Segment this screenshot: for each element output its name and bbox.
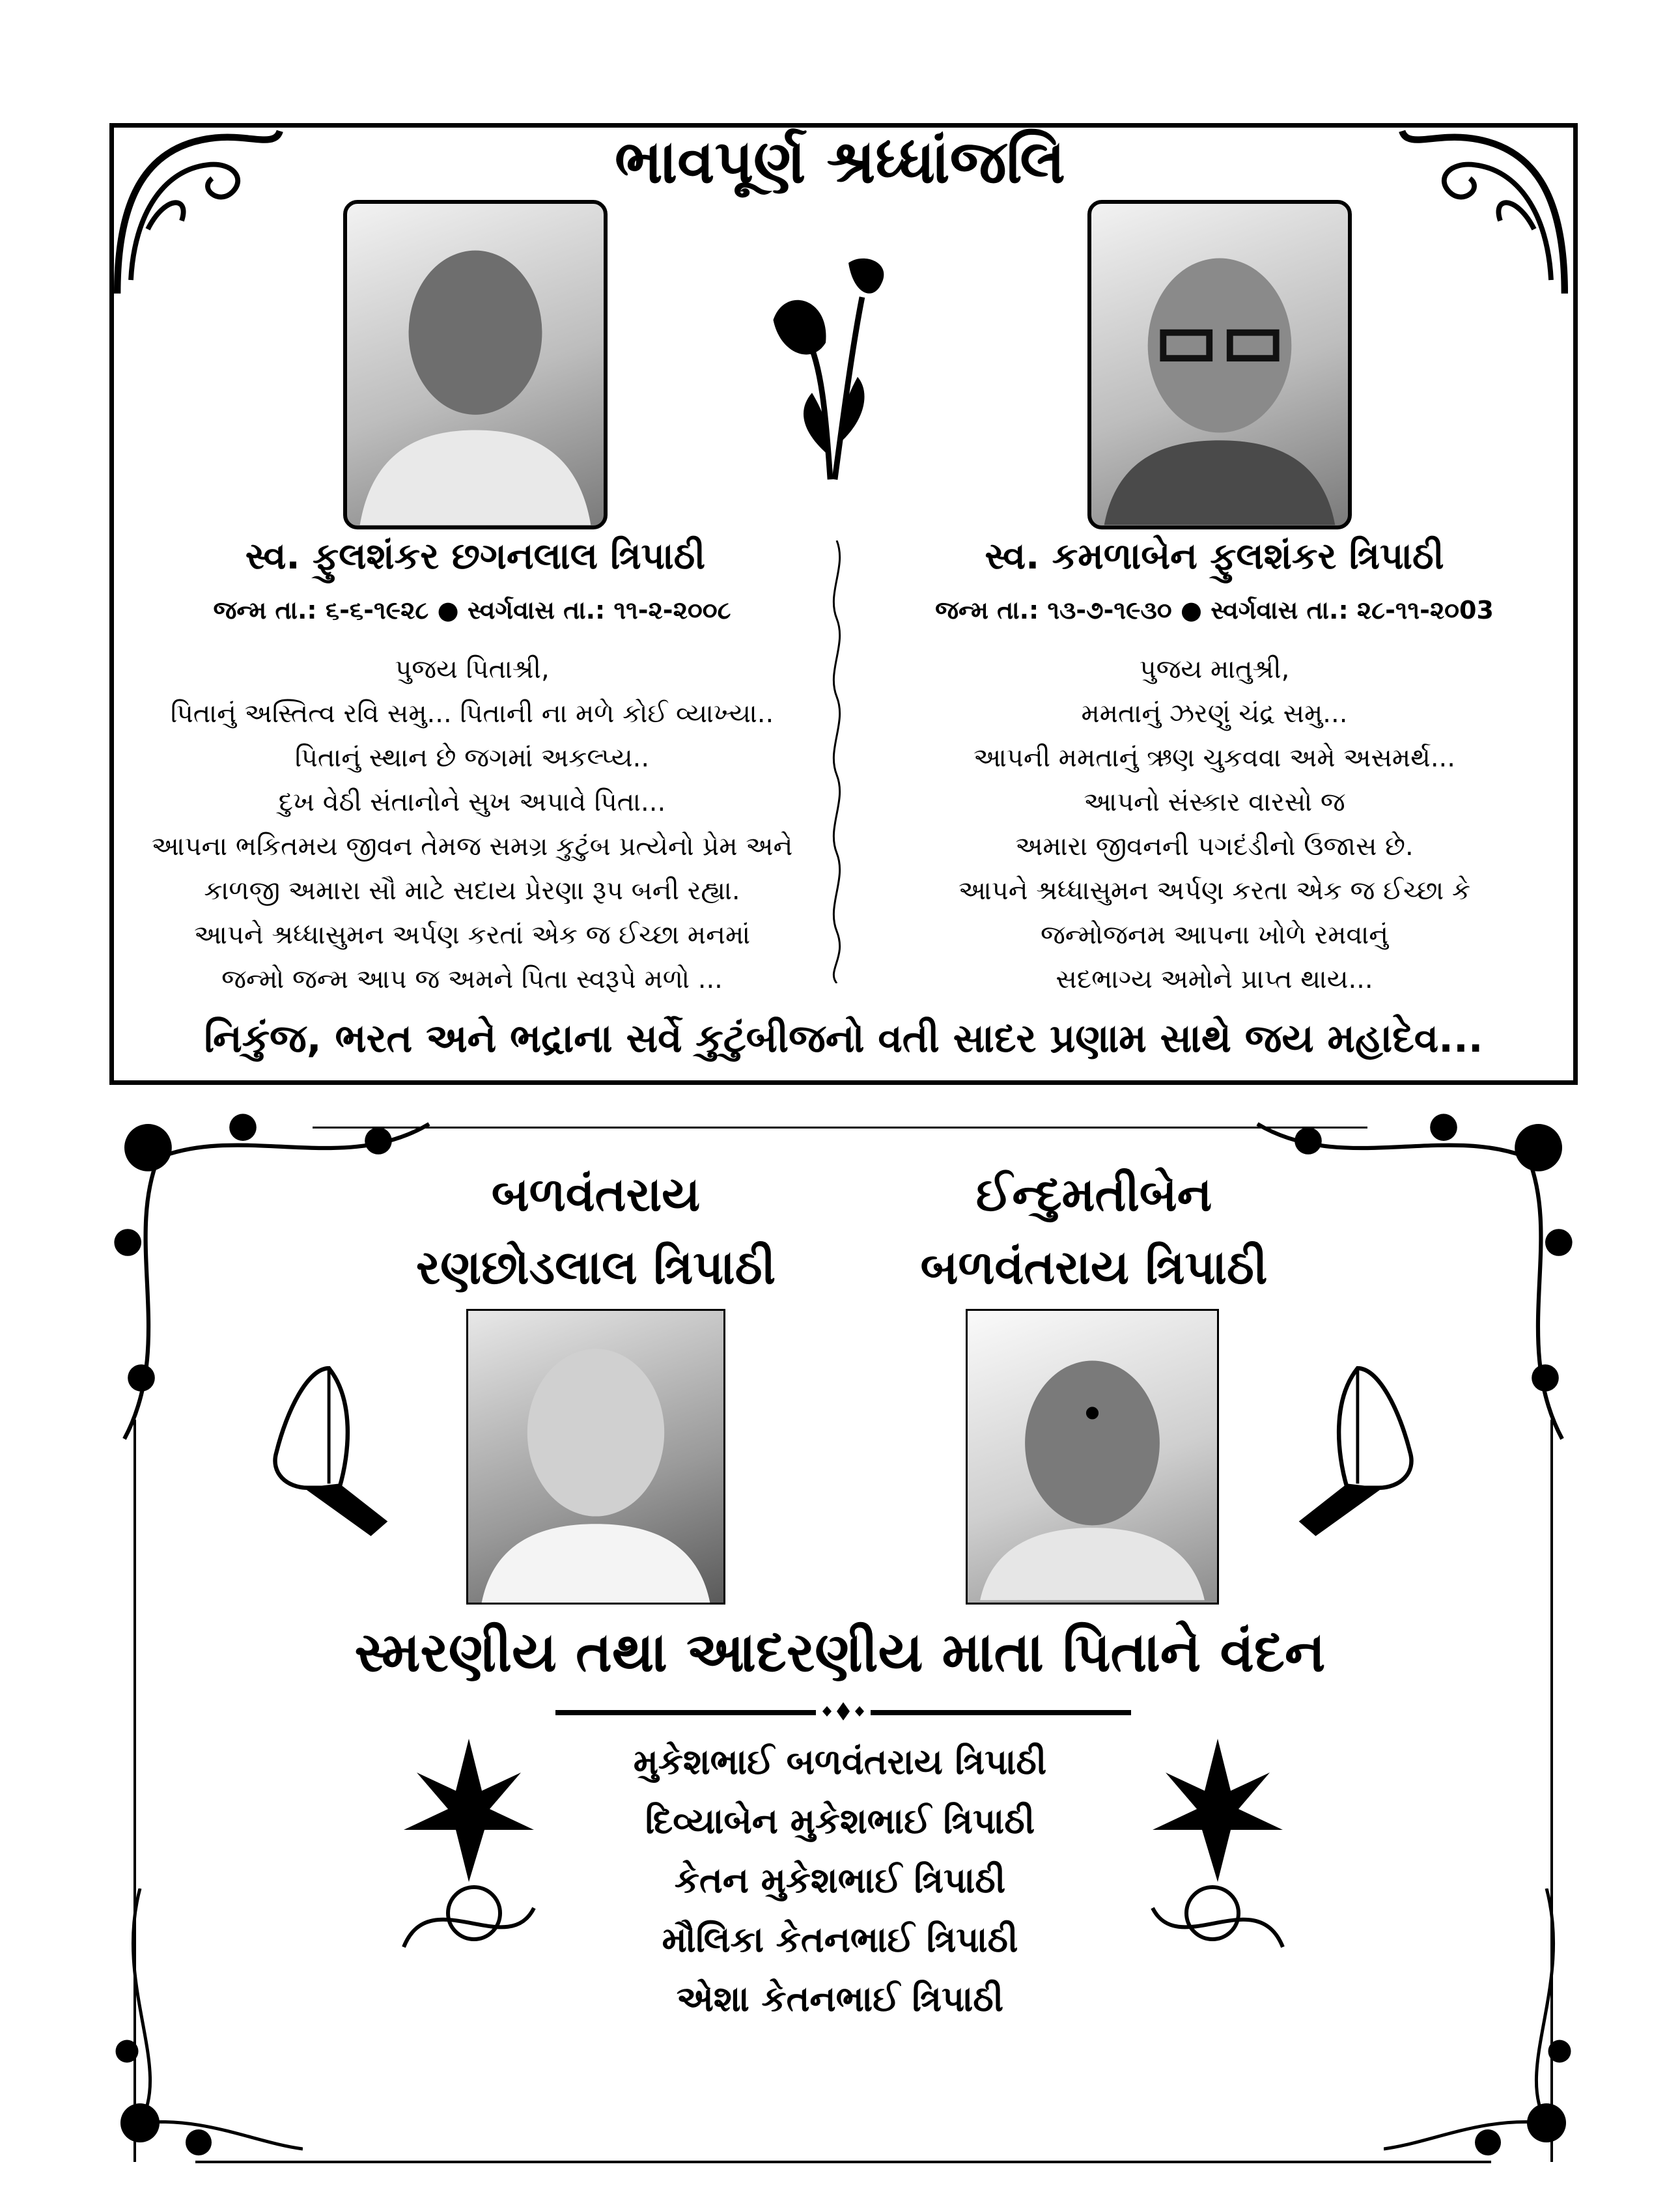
poem-line: સદભાગ્ય અમોને પ્રાપ્ત થાય... <box>1056 964 1373 994</box>
poem-line: કાળજી અમારા સૌ માટે સદાય પ્રેરણા રૂપ બની રહ્યા. <box>204 876 740 906</box>
poem-line: આપની મમતાનું ઋણ ચુકવવા અમે અસમર્થ... <box>973 743 1455 773</box>
mother-dates: જન્મ તા.: ૧૩-૭-૧૯૩૦ ● સ્વર્ગવાસ તા.: ૨૮-૧૧-૨૦03 <box>935 596 1494 624</box>
family-member: કેતન મુકેશભાઈ ત્રિપાઠી <box>674 1860 1006 1901</box>
poem-line: પુજય માતુશ્રી, <box>1139 654 1290 684</box>
poem-line: આપને શ્રધ્ધાસુમન અર્પણ કરતા એક જ ઈચ્છા કે <box>958 876 1471 906</box>
mother-poem <box>860 647 1569 1002</box>
frame-top-line <box>313 1127 1367 1129</box>
flower-icon <box>762 251 899 492</box>
name-line: બળવંતરાય <box>491 1167 701 1222</box>
father-poem <box>124 647 820 1002</box>
divider-left <box>555 1710 816 1715</box>
grandmother-name <box>860 1158 1328 1304</box>
family-message: નિકુંજ, ભરત અને ભદ્રાના સર્વે કુટુંબીજનો વતી સાદર પ્રણામ સાથે જય મહાદેવ... <box>204 1016 1483 1061</box>
vine-divider-icon <box>824 540 850 983</box>
poem-line: જન્મોજનમ આપના ખોળે રમવાનું <box>1040 920 1389 950</box>
poem-line: અમારા જીવનની પગદંડીનો ઉજાસ છે. <box>1015 832 1414 862</box>
father-photo <box>343 200 608 529</box>
poem-line: આપના ભકિતમય જીવન તેમજ સમગ્ર કુટુંબ પ્રત્યેનો પ્રેમ અને <box>151 832 793 862</box>
poem-line: જન્મો જન્મ આપ જ અમને પિતા સ્વરૂપે મળો ... <box>221 964 723 994</box>
diamond-ornament-icon <box>814 1702 873 1728</box>
poem-line: પિતાનું સ્થાન છે જગમાં અકલ્પ્ય.. <box>294 743 650 773</box>
poem-line: આપનો સંસ્કાર વારસો જ <box>1084 787 1345 817</box>
divider-right <box>871 1710 1131 1715</box>
mother-photo <box>1087 200 1352 529</box>
family-member: દિવ્યાબેન મુકેશભાઈ ત્રિપાઠી <box>645 1801 1035 1842</box>
family-member: મુકેશભાઈ બળવંતરાય ત્રિપાઠી <box>633 1741 1047 1782</box>
grandfather-name <box>365 1158 827 1304</box>
mother-name: સ્વ. કમળાબેન ફુલશંકર ત્રિપાઠી <box>985 535 1444 578</box>
name-line: બળવંતરાય ત્રિપાઠી <box>920 1240 1268 1295</box>
poem-line: પિતાનું અસ્તિત્વ રવિ સમુ... પિતાની ના મળે કોઈ વ્યાખ્યા.. <box>170 699 774 729</box>
father-name: સ્વ. ફુલશંકર છગનલાલ ત્રિપાઠી <box>245 535 706 578</box>
family-member: એશા કેતનભાઈ ત્રિપાઠી <box>676 1978 1004 2019</box>
grandfather-photo <box>466 1309 725 1605</box>
father-dates: જન્મ તા.: ૬-૬-૧૯૨૮ ● સ્વર્ગવાસ તા.: ૧૧-૨-૨૦૦૮ <box>213 596 731 624</box>
praying-hands-icon <box>245 1358 392 1547</box>
frame-bottom-line <box>195 2161 1491 2163</box>
name-line: ઈન્દુમતીબેન <box>975 1167 1212 1222</box>
page-title: ભાવપૂર્ણ શ્રધ્ધાંજલિ <box>615 127 1065 197</box>
name-line: રણછોડલાલ ત્રિપાઠી <box>415 1240 776 1295</box>
poem-line: મમતાનું ઝરણું ચંદ્ર સમુ... <box>1081 699 1348 729</box>
poem-line: દુખ વેઠી સંતાનોને સુખ અપાવે પિતા... <box>278 787 666 817</box>
grandmother-photo <box>966 1309 1219 1605</box>
poem-line: આપને શ્રધ્ધાસુમન અર્પણ કરતાં એક જ ઈચ્છા મનમાં <box>193 920 750 950</box>
poem-line: પુજય પિતાશ્રી, <box>395 654 550 684</box>
family-member: મૌલિકા કેતનભાઈ ત્રિપાઠી <box>662 1919 1018 1960</box>
family-members-list <box>0 1732 1680 2028</box>
tribute-heading: સ્મરણીય તથા આદરણીય માતા પિતાને વંદન <box>354 1620 1326 1684</box>
praying-hands-icon <box>1295 1358 1442 1547</box>
